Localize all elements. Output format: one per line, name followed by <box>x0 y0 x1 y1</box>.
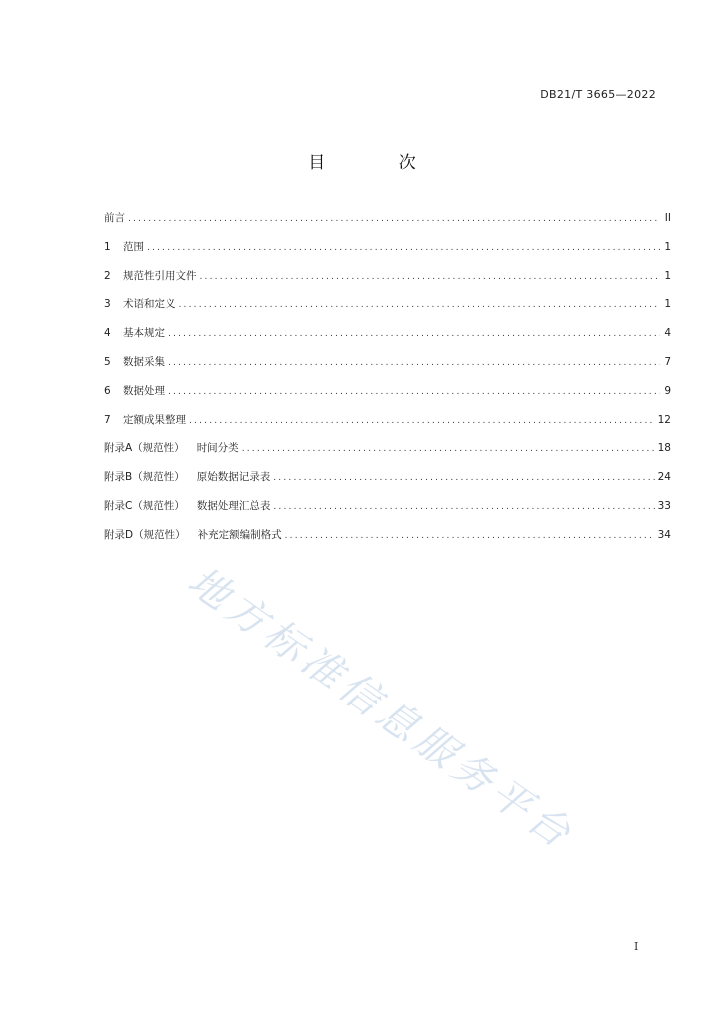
toc-entry-quota-results[interactable] <box>104 412 671 441</box>
toc-entry-scope[interactable] <box>104 239 671 268</box>
toc-page-number: 1 <box>664 269 671 282</box>
toc-entry-foreword[interactable] <box>104 210 671 239</box>
toc-page-number: 33 <box>657 499 671 512</box>
toc-page-number: 7 <box>664 355 671 368</box>
toc-entry-label: 范围 <box>123 240 144 253</box>
toc-appendix-title: 时间分类 <box>196 442 239 455</box>
toc-entry-label <box>104 498 270 513</box>
toc-leader-dots <box>179 300 661 310</box>
toc-page-number: 1 <box>664 298 671 311</box>
toc-section-number: 2 <box>104 269 111 282</box>
toc-entry-data-collection[interactable] <box>104 354 671 383</box>
toc-appendix-prefix: 附录B（规范性） <box>104 471 185 484</box>
toc-entry-label: 数据处理 <box>123 384 165 397</box>
toc-entry-label <box>104 469 270 484</box>
toc-leader-dots <box>128 214 660 224</box>
toc-entry-appendix-d[interactable] <box>104 527 671 556</box>
toc-entry-label <box>104 527 282 542</box>
toc-leader-dots <box>147 243 660 253</box>
toc-leader-dots <box>273 502 654 512</box>
toc-page-number: 9 <box>664 384 671 397</box>
toc-entry-label <box>104 440 239 455</box>
standard-code: DB21/T 3665—2022 <box>540 88 656 101</box>
toc-section-number: 1 <box>104 240 111 253</box>
toc-leader-dots <box>273 473 654 483</box>
toc-entry-label: 规范性引用文件 <box>123 269 197 282</box>
toc-entry-label: 定额成果整理 <box>123 413 186 426</box>
toc-leader-dots <box>168 358 660 368</box>
toc-appendix-prefix: 附录C（规范性） <box>104 499 185 512</box>
toc-entry-data-processing[interactable] <box>104 383 671 412</box>
toc-entry-appendix-c[interactable] <box>104 498 671 527</box>
toc-section-number: 5 <box>104 355 111 368</box>
toc-section-number: 3 <box>104 298 111 311</box>
page-title: 目 次 <box>308 153 450 173</box>
toc-entry-terms-definitions[interactable] <box>104 296 671 325</box>
toc-entry-label: 数据采集 <box>123 355 165 368</box>
toc-leader-dots <box>168 387 660 397</box>
toc-entry-basic-provisions[interactable] <box>104 325 671 354</box>
toc-entry-label: 术语和定义 <box>123 298 176 311</box>
toc-section-number: 4 <box>104 327 111 340</box>
toc-entry-label: 前言 <box>104 212 125 224</box>
toc-leader-dots <box>285 531 655 541</box>
toc-leader-dots <box>168 329 660 339</box>
toc-entry-label: 基本规定 <box>123 327 165 340</box>
toc-leader-dots <box>189 416 655 426</box>
toc-section-number: 6 <box>104 384 111 397</box>
toc-page-number: 34 <box>657 528 671 541</box>
toc-entry-normative-references[interactable] <box>104 268 671 297</box>
toc-section-number: 7 <box>104 413 111 426</box>
toc-entry-appendix-a[interactable] <box>104 440 671 469</box>
toc-page-number: 18 <box>657 442 671 455</box>
toc-leader-dots <box>242 444 655 454</box>
toc-page-number: 4 <box>664 327 671 340</box>
toc-page-number: 12 <box>657 413 671 426</box>
toc-appendix-prefix: 附录A（规范性） <box>104 442 185 455</box>
toc-entry-appendix-b[interactable] <box>104 469 671 498</box>
toc-leader-dots <box>200 272 661 282</box>
watermark: 地方标准信息服务平台 <box>179 558 583 860</box>
toc-page-number: II <box>664 212 671 224</box>
toc-list <box>104 210 671 556</box>
toc-appendix-title: 补充定额编制格式 <box>197 528 282 541</box>
page-number: I <box>634 940 639 953</box>
toc-appendix-prefix: 附录D（规范性） <box>104 528 186 541</box>
toc-page-number: 24 <box>657 471 671 484</box>
toc-appendix-title: 数据处理汇总表 <box>196 499 271 512</box>
toc-appendix-title: 原始数据记录表 <box>196 471 271 484</box>
toc-page-number: 1 <box>664 240 671 253</box>
